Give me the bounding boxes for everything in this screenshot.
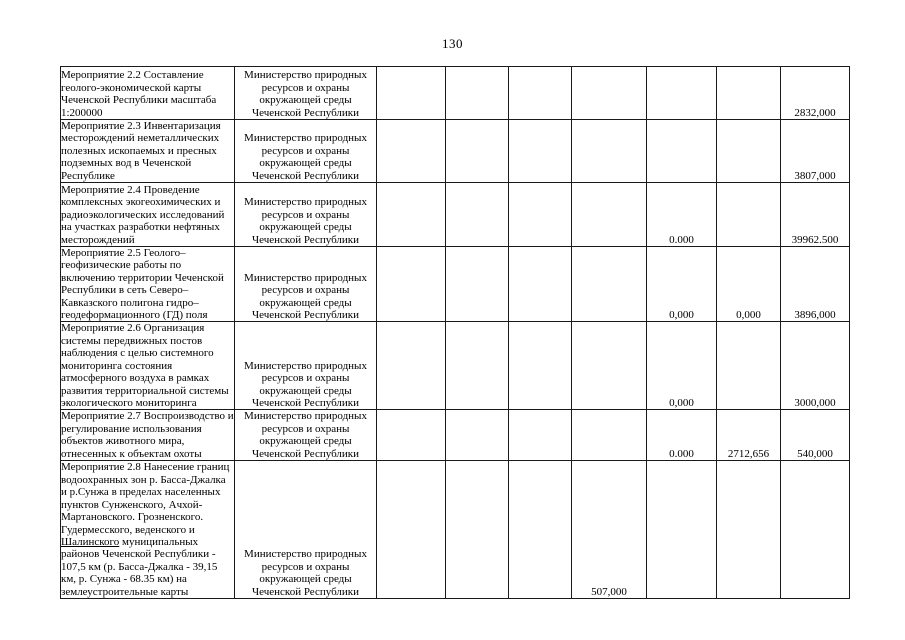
- agency-cell: Министерство природных ресурсов и охраны окружающей среды Чеченской Республики: [235, 322, 377, 410]
- value-cell-c5: [509, 183, 572, 247]
- activity-cell: [61, 410, 235, 461]
- table-row: [61, 410, 850, 461]
- value-cell-c8: [717, 322, 781, 410]
- value-cell-c4: [446, 183, 509, 247]
- value-cell-c9: 540,000: [781, 410, 850, 461]
- activity-text: Мероприятие 2.2 Составление геолого-экономической карты Чеченской Республики масштаба 1:200000: [61, 69, 217, 119]
- value-cell-c3: [377, 120, 446, 183]
- value-cell-c7: 0.000: [647, 183, 717, 247]
- program-activities-table: [60, 66, 850, 599]
- table-row: [61, 322, 850, 410]
- value-cell-c5: [509, 410, 572, 461]
- value-cell-c4: [446, 67, 509, 120]
- activity-text: Мероприятие 2.7 Воспроизводство и регулирование использования объектов животного мира, отнесенных к объектам охоты: [61, 410, 234, 460]
- activity-cell: [61, 322, 235, 410]
- value-cell-c7: [647, 67, 717, 120]
- agency-cell: Министерство природных ресурсов и охраны окружающей среды Чеченской Республики: [235, 67, 377, 120]
- value-cell-c7: [647, 460, 717, 598]
- value-cell-c4: [446, 322, 509, 410]
- table-row: [61, 460, 850, 598]
- value-cell-c5: [509, 460, 572, 598]
- value-cell-c9: 3000,000: [781, 322, 850, 410]
- value-cell-c3: [377, 460, 446, 598]
- activity-text: Мероприятие 2.5 Геолого–геофизические работы по включению территории Чеченской Республики в сеть Северо–Кавказского полигона гидро–геодеформационного (ГД) поля: [61, 247, 224, 322]
- value-cell-c6: [572, 67, 647, 120]
- activity-text: муниципальных районов Чеченской Республики - 107,5 км (р. Басса-Джалка - 39,15 км, р. Сунжа - 68.35 км) на землеустроительные карты: [61, 535, 218, 598]
- value-cell-c6: [572, 120, 647, 183]
- table-row: [61, 67, 850, 120]
- table-row: [61, 183, 850, 247]
- activity-cell: [61, 67, 235, 120]
- activity-cell: [61, 247, 235, 322]
- value-cell-c9: 3896,000: [781, 247, 850, 322]
- activity-text: Мероприятие 2.6 Организация системы передвижных постов наблюдения с целью системного мониторинга состояния атмосферного воздуха в рамках развития территориальной системы экологического мониторинга: [61, 322, 229, 409]
- activity-text: Мероприятие 2.8 Нанесение границ водоохранных зон р. Басса-Джалка и р.Сунжа в пределах населенных пунктов Сунженского, Ачхой-Мартановского. Грозненского. Гудермесского, веденского и: [61, 461, 230, 536]
- value-cell-c8: [717, 183, 781, 247]
- value-cell-c3: [377, 410, 446, 461]
- value-cell-c7: 0,000: [647, 322, 717, 410]
- value-cell-c3: [377, 183, 446, 247]
- value-cell-c8: [717, 460, 781, 598]
- value-cell-c5: [509, 67, 572, 120]
- activity-text: Мероприятие 2.4 Проведение комплексных экогеохимических и радиоэкологических исследований на участках разработки нефтяных месторождений: [61, 184, 225, 246]
- activity-cell: [61, 120, 235, 183]
- value-cell-c7: 0,000: [647, 247, 717, 322]
- value-cell-c5: [509, 247, 572, 322]
- agency-cell: Министерство природных ресурсов и охраны окружающей среды Чеченской Республики: [235, 247, 377, 322]
- value-cell-c7: [647, 120, 717, 183]
- agency-cell: Министерство природных ресурсов и охраны окружающей среды Чеченской Республики: [235, 120, 377, 183]
- value-cell-c6: [572, 322, 647, 410]
- value-cell-c6: 507,000: [572, 460, 647, 598]
- agency-cell: Министерство природных ресурсов и охраны окружающей среды Чеченской Республики: [235, 183, 377, 247]
- value-cell-c3: [377, 247, 446, 322]
- agency-cell: Министерство природных ресурсов и охраны окружающей среды Чеченской Республики: [235, 410, 377, 461]
- activity-underlined-text: Шалинского: [61, 535, 120, 548]
- value-cell-c5: [509, 120, 572, 183]
- value-cell-c9: 39962.500: [781, 183, 850, 247]
- activity-text: Мероприятие 2.3 Инвентаризация месторождений неметаллических полезных ископаемых и пресных подземных вод в Чеченской Республике: [61, 120, 221, 182]
- value-cell-c4: [446, 247, 509, 322]
- value-cell-c8: 2712,656: [717, 410, 781, 461]
- value-cell-c4: [446, 410, 509, 461]
- value-cell-c9: [781, 460, 850, 598]
- value-cell-c8: [717, 67, 781, 120]
- value-cell-c8: 0,000: [717, 247, 781, 322]
- value-cell-c9: 3807,000: [781, 120, 850, 183]
- value-cell-c6: [572, 247, 647, 322]
- value-cell-c8: [717, 120, 781, 183]
- table-body: [61, 67, 850, 599]
- value-cell-c6: [572, 183, 647, 247]
- value-cell-c5: [509, 322, 572, 410]
- agency-cell: Министерство природных ресурсов и охраны окружающей среды Чеченской Республики: [235, 460, 377, 598]
- value-cell-c7: 0.000: [647, 410, 717, 461]
- table-row: [61, 247, 850, 322]
- value-cell-c6: [572, 410, 647, 461]
- activity-cell: [61, 183, 235, 247]
- table-row: [61, 120, 850, 183]
- value-cell-c4: [446, 460, 509, 598]
- page-number: 130: [442, 36, 463, 51]
- value-cell-c4: [446, 120, 509, 183]
- value-cell-c3: [377, 67, 446, 120]
- activity-cell: [61, 460, 235, 598]
- value-cell-c3: [377, 322, 446, 410]
- value-cell-c9: 2832,000: [781, 67, 850, 120]
